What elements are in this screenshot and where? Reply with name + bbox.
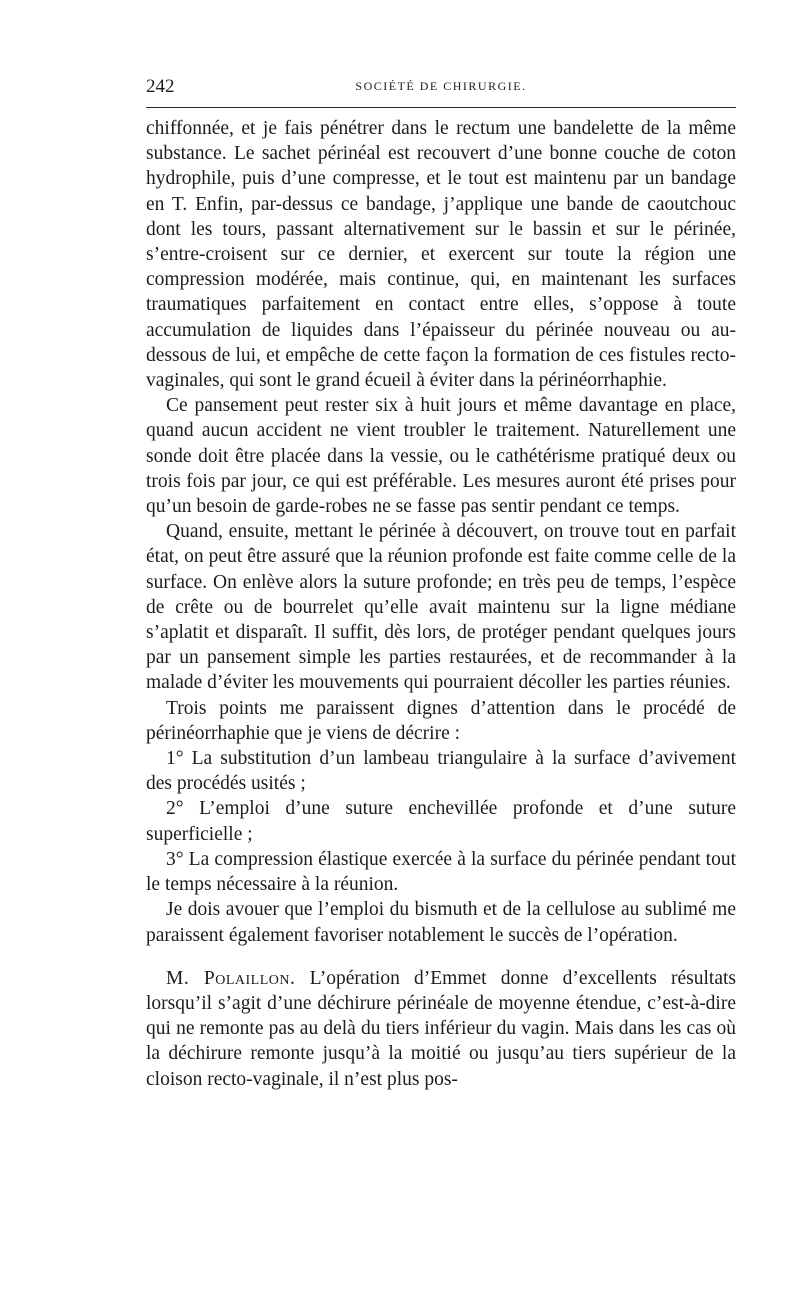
body-text <box>146 116 736 1092</box>
paragraph: Ce pansement peut rester six à huit jours et même davantage en place, quand aucun accident ne vient troubler le traitement. Naturellement une sonde doit être placée dans la vessie, ou le cathétérisme pratiqué deux ou trois fois par jour, ce qui est préférable. Les mesures auront été prises pour qu’un besoin de garde-robes ne se fasse pas sentir pendant ce temps. <box>146 395 736 518</box>
paragraph: Trois points me paraissent dignes d’attention dans le procédé de périnéorrhaphie que je viens de décrire : <box>146 697 736 744</box>
page-header <box>146 76 736 100</box>
speaker-name: M. Polaillon. <box>166 967 296 989</box>
paragraph: Quand, ensuite, mettant le périnée à découvert, on trouve tout en parfait état, on peut être assuré que la réunion profonde est faite comme celle de la surface. On enlève alors la suture profonde; en très peu de temps, l’espèce de crête ou de bourrelet qu’elle avait maintenu sur la ligne médiane s’aplatit et disparaît. Il suffit, dès lors, de protéger pendant quelques jours par un pansement simple les parties restaurées, et de recommander à la malade d’éviter les mouvements qui pourraient décoller les parties réunies. <box>146 521 736 694</box>
running-title: SOCIÉTÉ DE CHIRURGIE. <box>355 79 527 93</box>
paragraph: Je dois avouer que l’emploi du bismuth et de la cellulose au sublimé me paraissent également favoriser notablement le succès de l’opération. <box>146 899 736 946</box>
page-number: 242 <box>146 76 175 97</box>
header-rule <box>146 107 736 108</box>
list-item: 3° La compression élastique exercée à la surface du périnée pendant tout le temps nécessaire à la réunion. <box>146 848 736 896</box>
speaker-text: L’opération d’Emmet donne d’excellents résultats lorsqu’il s’agit d’une déchirure périnéale de moyenne étendue, c’est-à-dire qui ne remonte pas au delà du tiers inférieur du vagin. Mais dans les cas où la déchirure remonte jusqu’à la moitié ou jusqu’au tiers supérieur de la cloison recto-vaginale, il n’est plus pos- <box>146 967 736 1090</box>
paragraph: chiffonnée, et je fais pénétrer dans le rectum une bandelette de la même substance. Le sachet périnéal est recouvert d’une bonne couche de coton hydrophile, puis d’une compresse, et le tout est maintenu par un bandage en T. Enfin, par-dessus ce bandage, j’applique une bande de caoutchouc dont les tours, passant alternativement sur le bassin et sur le périnée, s’entre-croisent sur ce dernier, et exercent sur toute la région une compression modérée, mais continue, qui, en maintenant les surfaces traumatiques parfaitement en contact entre elles, s’oppose à toute accumulation de liquides dans l’épaisseur du périnée nouveau ou au-dessous de lui, et empêche de cette façon la formation de ces fistules recto-vaginales, qui sont le grand écueil à éviter dans la périnéorrhaphie. <box>146 118 736 392</box>
list-item: 1° La substitution d’un lambeau triangulaire à la surface d’avivement des procédés usités ; <box>146 748 736 795</box>
list-item: 2° L’emploi d’une suture enchevillée profonde et d’une suture superficielle ; <box>146 798 736 845</box>
paragraph-polaillon <box>146 966 736 1092</box>
